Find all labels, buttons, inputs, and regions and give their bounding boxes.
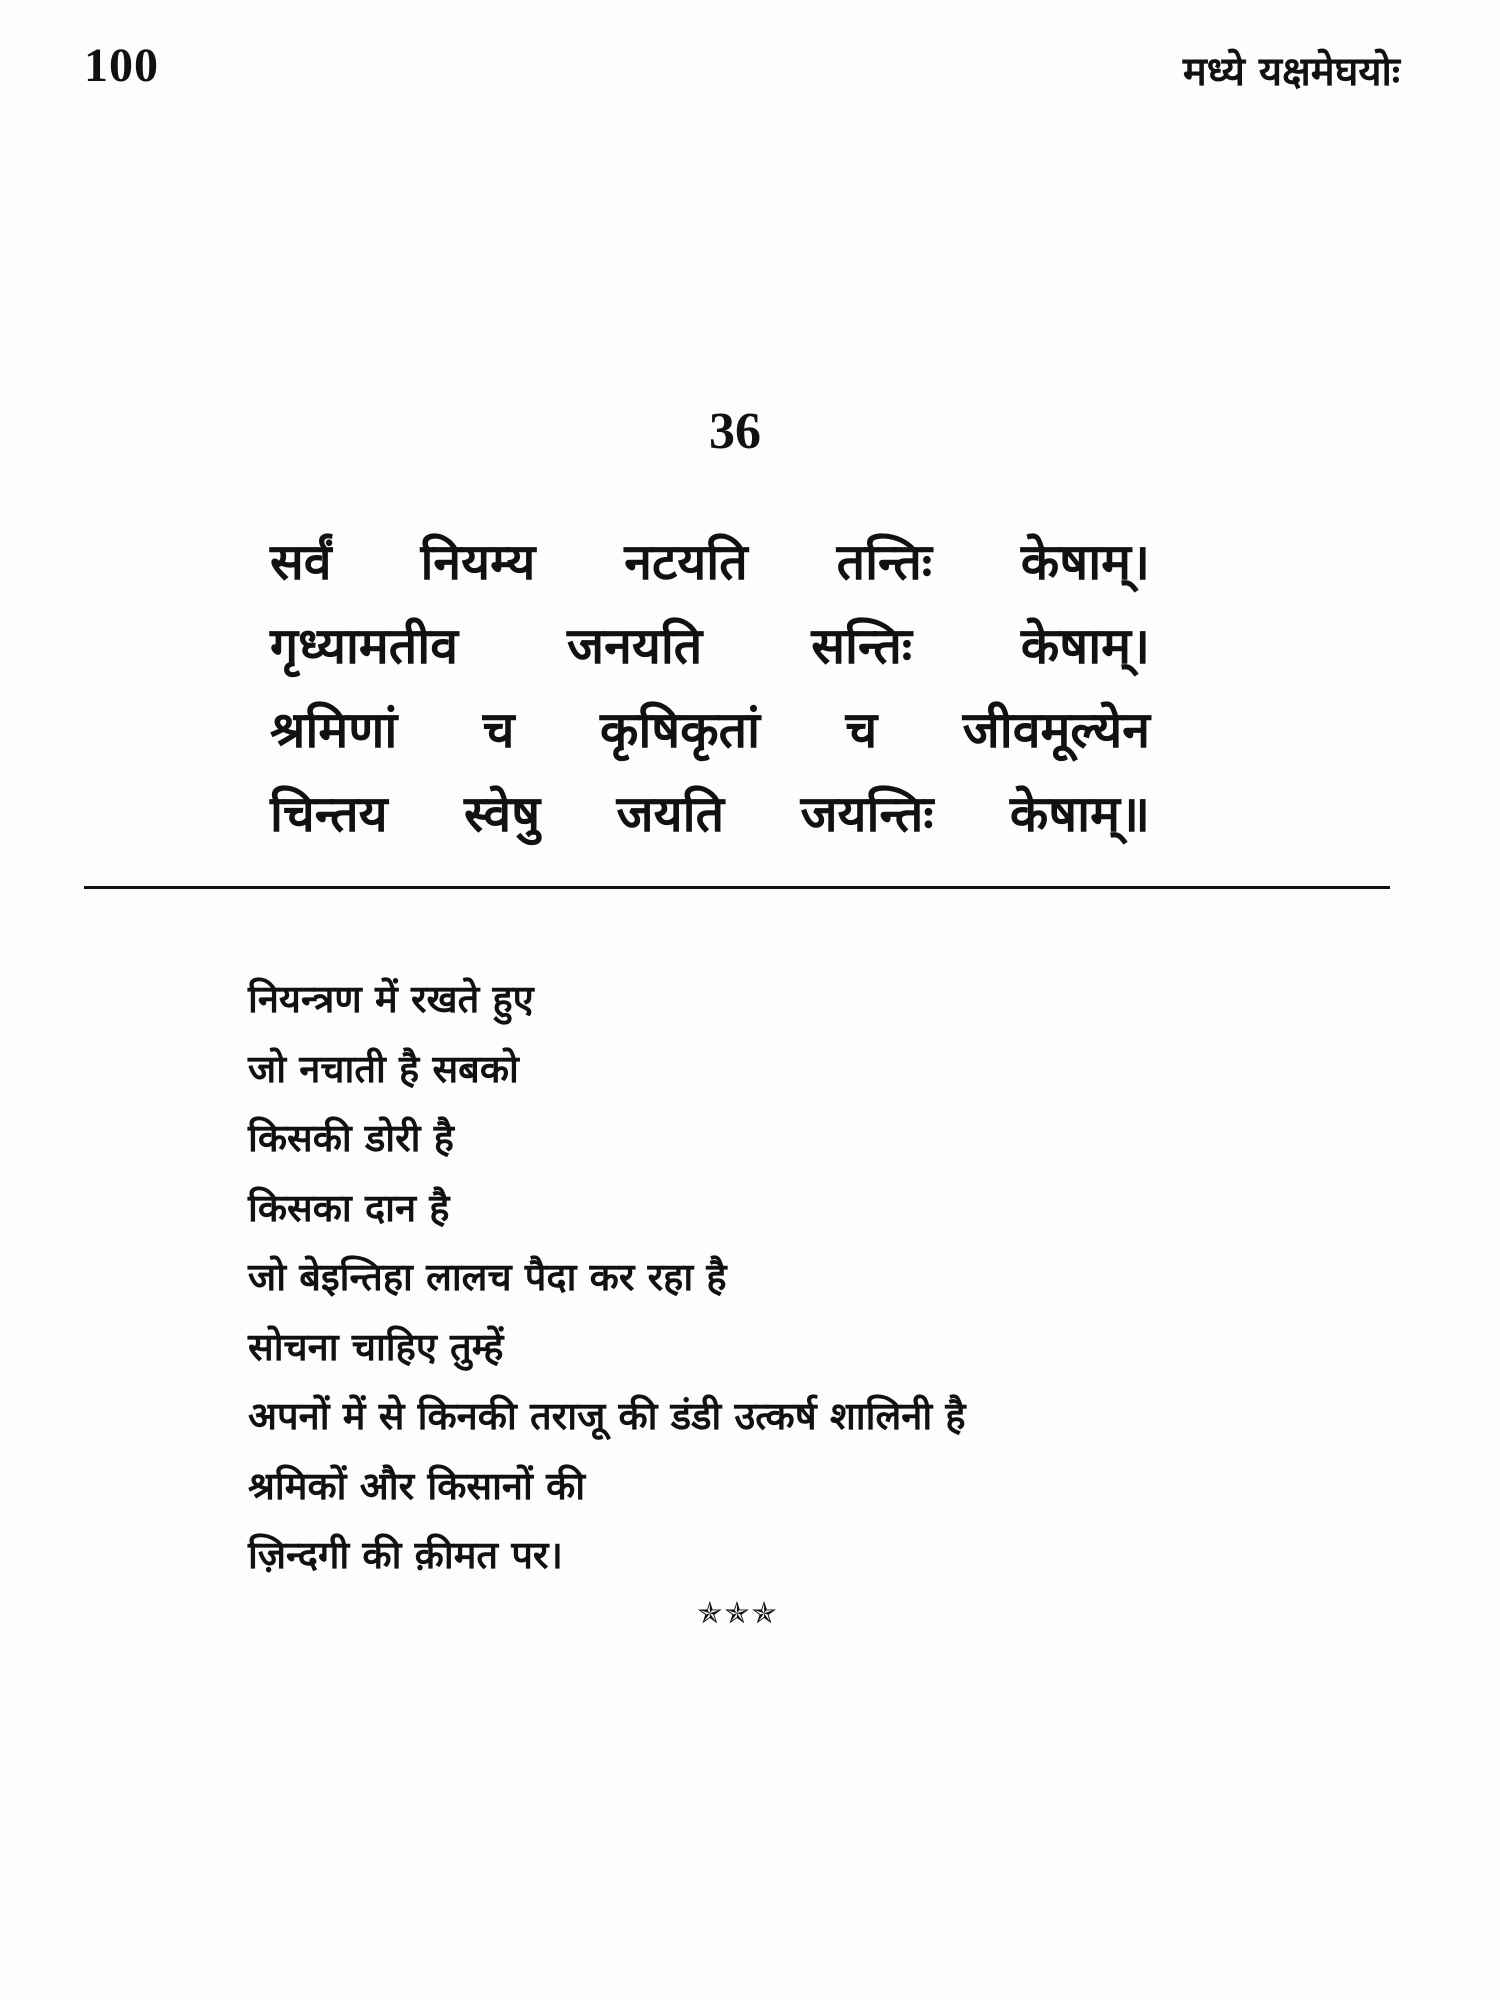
running-title: मध्ये यक्षमेघयोः [1182, 49, 1400, 95]
translation-line: जो नचाती है सबको [248, 1046, 519, 1091]
hindi-translation [248, 965, 966, 1591]
translation-line: सोचना चाहिए तुम्हें [248, 1324, 504, 1369]
star-ornament-icon: ✯✯✯ [697, 1596, 779, 1631]
translation-line: जो बेइन्तिहा लालच पैदा कर रहा है [248, 1255, 727, 1299]
verse-number: 36 [709, 403, 761, 460]
sanskrit-line: गृध्यामतीव जनयति सन्तिः केषाम्। [270, 617, 1150, 675]
translation-line: किसकी डोरी है [248, 1116, 454, 1160]
sanskrit-line: चिन्तय स्वेषु जयति जयन्तिः केषाम्॥ [270, 785, 1150, 843]
sanskrit-verse [270, 520, 1150, 856]
translation-line: किसका दान है [248, 1185, 450, 1230]
translation-line: अपनों में से किनकी तराजू की डंडी उत्कर्ष शालिनी है [248, 1394, 966, 1438]
translation-line: नियन्त्रण में रखते हुए [248, 977, 534, 1021]
section-divider [84, 886, 1390, 889]
translation-line: श्रमिकों और किसानों की [248, 1463, 586, 1508]
sanskrit-line: सर्वं नियम्य नटयति तन्तिः केषाम्। [270, 533, 1150, 591]
page-number: 100 [84, 39, 159, 92]
translation-line: ज़िन्दगी की क़ीमत पर। [248, 1533, 563, 1577]
sanskrit-line: श्रमिणां च कृषिकृतां च जीवमूल्येन [270, 701, 1150, 759]
